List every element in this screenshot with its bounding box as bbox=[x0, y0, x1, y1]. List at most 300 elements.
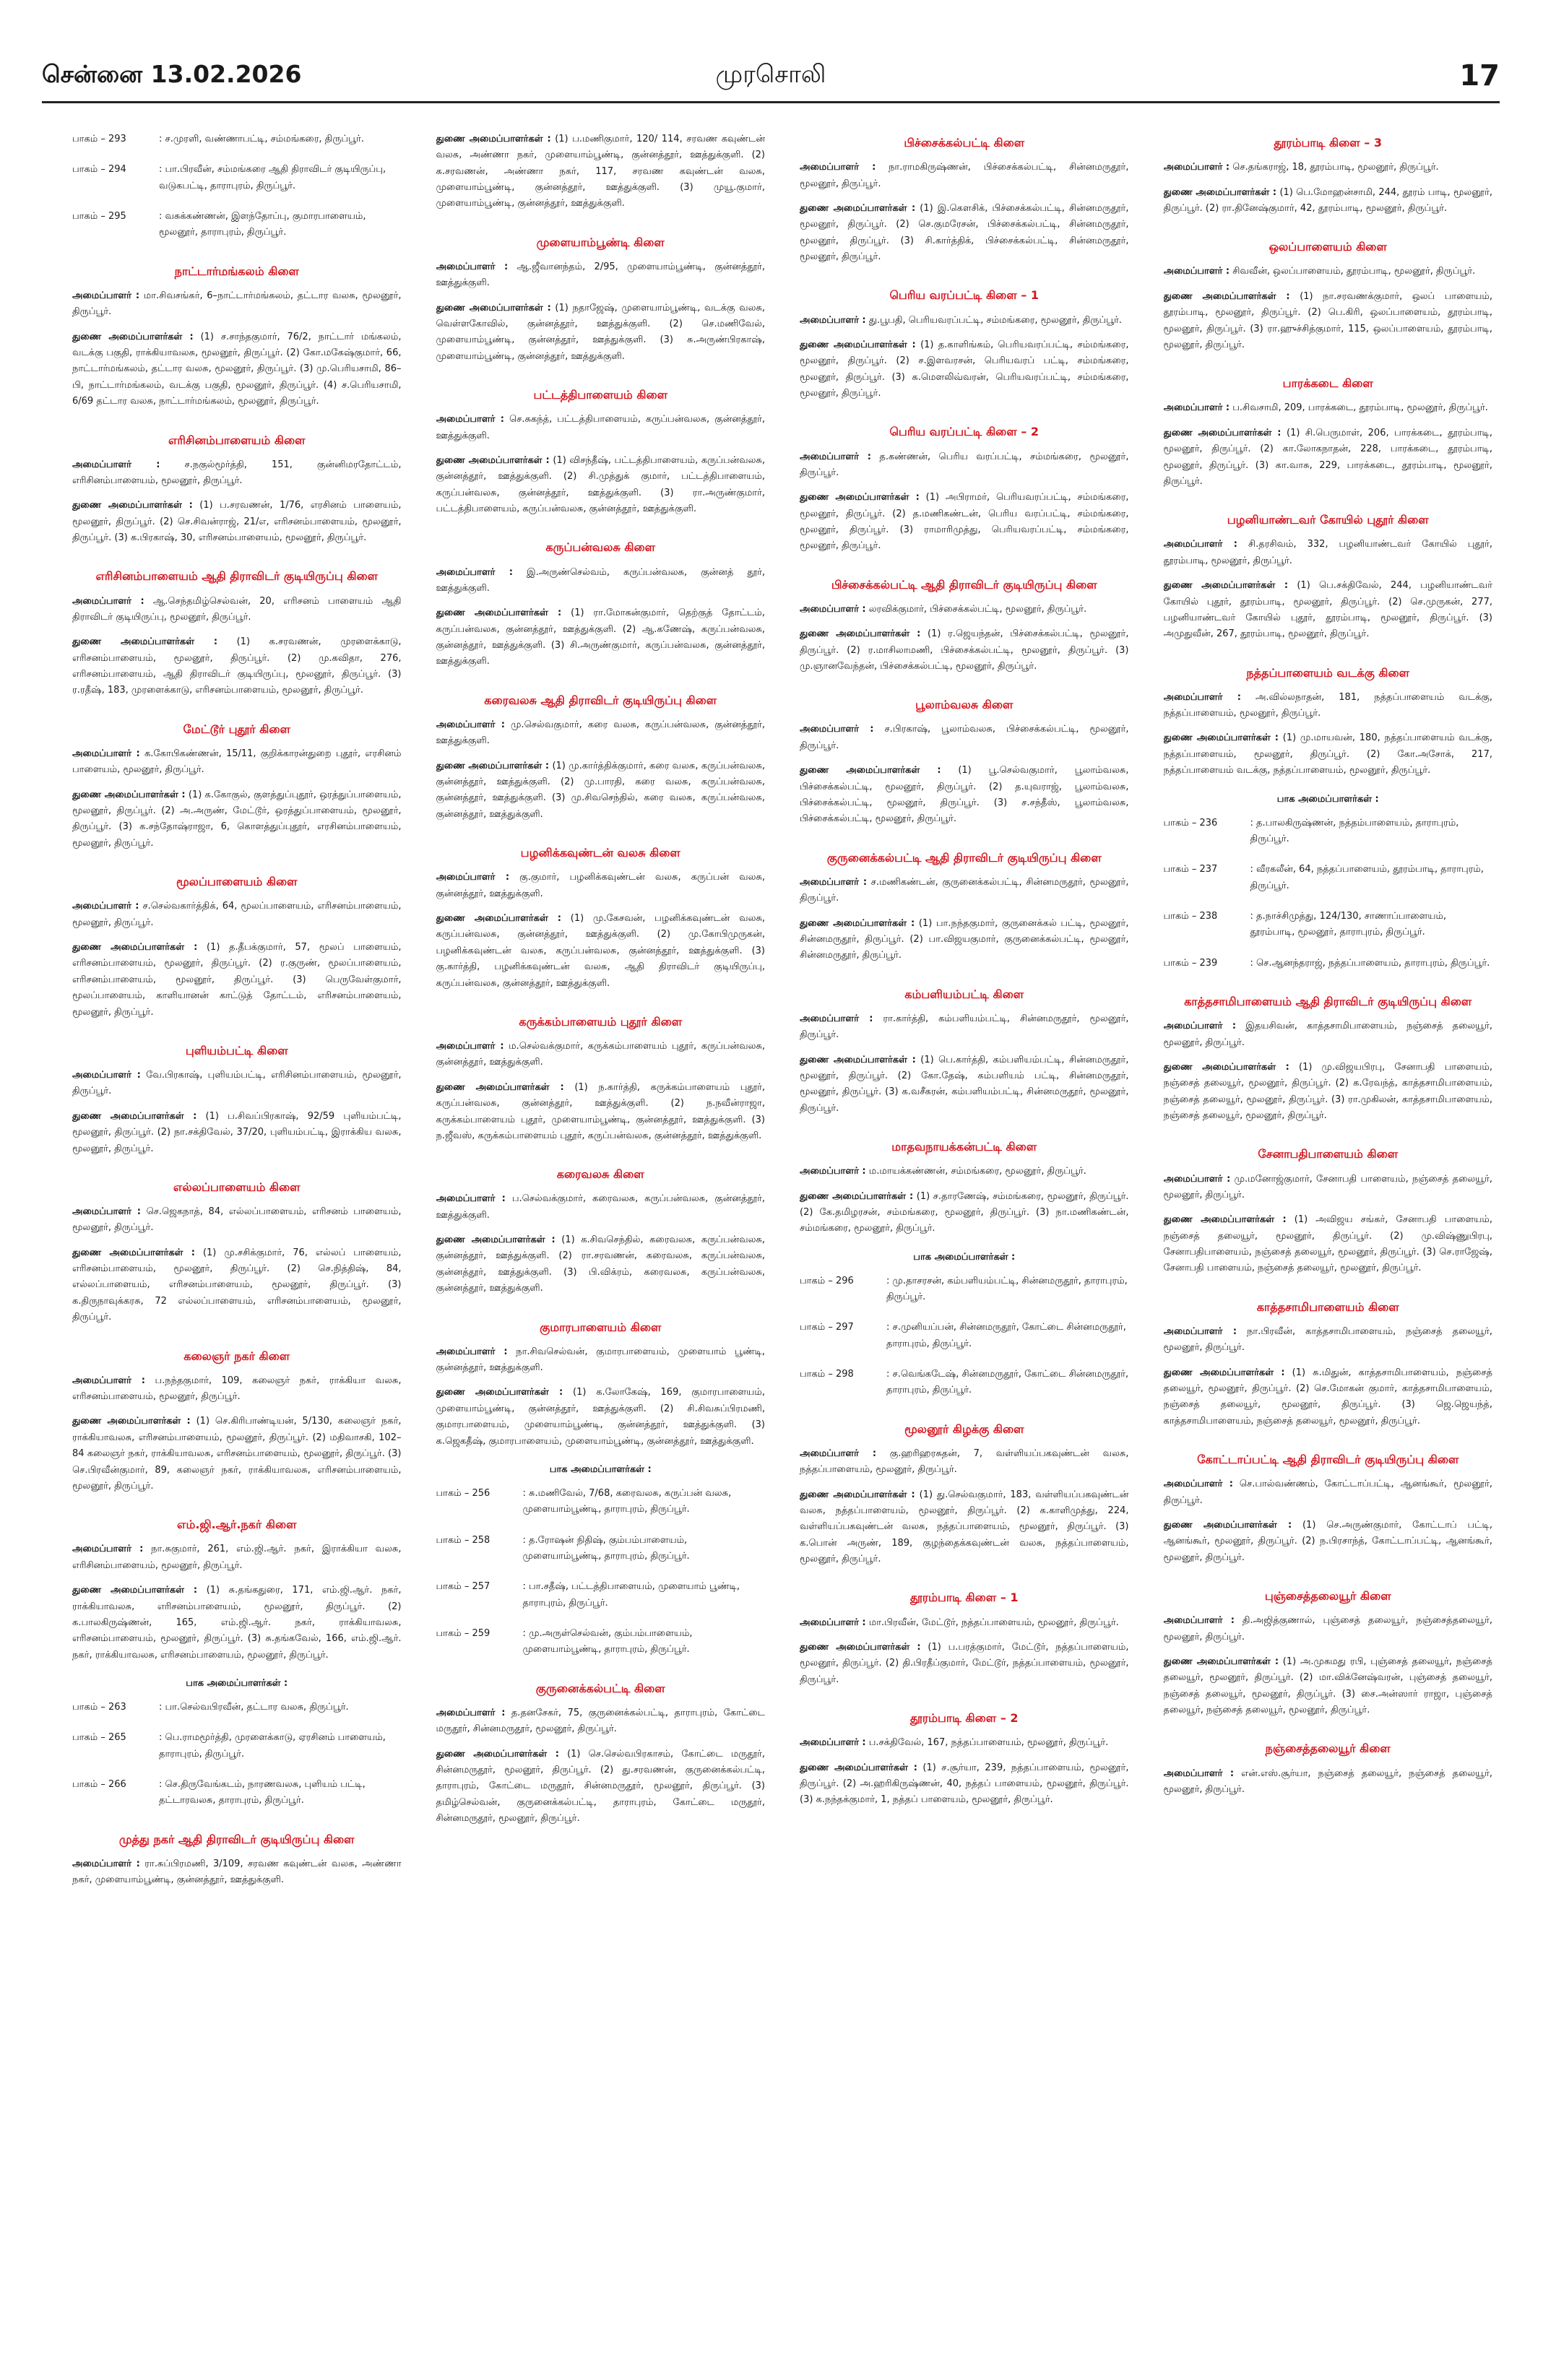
organizer-name: ஆ.செந்தமிழ்செல்வன், 20, எரிசனம் பாளையம் ஆதி திராவிடர் குடியிருப்பு, மூலனூர், திருப்பூர். bbox=[72, 595, 402, 623]
organizer-name: ப.சிவசாமி, 209, பாரக்கடை, தூரம்பாடி, மூலனூர், திருப்பூர். bbox=[1232, 402, 1488, 414]
organizer-name: இ.அருண்செல்வம், கருப்பன்வலசு, குன்னத் தூர், ஊத்துக்குளி. bbox=[436, 566, 765, 594]
deputy-names: (1) அபிராமர், பெரியவரப்பட்டி, சம்மங்கரை, மூலனூர், திருப்பூர். (2) த.மணிகண்டன், பெரிய வரப்பட்டி, சம்மங்கரை, மூலனூர், திருப்பூர். (3) ராமாரிமுத்து, பெரியவரப்பட்டி, சம்மங்கரை, மூலனூர், திருப்பூர். bbox=[800, 492, 1129, 552]
organizer-entry bbox=[436, 1191, 766, 1224]
organizer-entry bbox=[72, 1856, 402, 1889]
booth-entry bbox=[1164, 909, 1493, 941]
deputy-label: துணை அமைப்பாளர்கள் : bbox=[72, 1416, 191, 1427]
booth-entry bbox=[72, 131, 402, 147]
deputy-label: துணை அமைப்பாளர்கள் : bbox=[800, 1190, 914, 1202]
column-4 bbox=[1164, 131, 1493, 2356]
deputy-names: (1) க.சிவசெந்தில், கரைவலசு, கருப்பன்வலசு, குன்னத்தூர், ஊத்துக்குளி. (2) ரா.சரவணன், கரைவலசு, கருப்பன்வலசு, குன்னத்தூர், ஊத்துக்குளி. (3) பி.விக்ரம், கரைவலசு, கருப்பன்வலசு, குன்னத்தூர், ஊத்துக்குளி. bbox=[436, 1234, 765, 1294]
organizer-label: அமைப்பாளர் : bbox=[800, 724, 874, 735]
organizer-entry bbox=[436, 717, 766, 750]
booth-number: பாகம் – 298 bbox=[800, 1369, 854, 1380]
organizer-label: அமைப்பாளர் : bbox=[1163, 1173, 1231, 1185]
organizer-entry bbox=[1164, 537, 1493, 569]
deputy-label: துணை அமைப்பாளர்கள் : bbox=[800, 1489, 915, 1500]
branch-title: கருப்பன்வலசு கிளை bbox=[545, 540, 656, 555]
booth-organizer: : பெ.ராமமூர்த்தி, முரளைக்காடு, ஏரசினம் பாளையம், தாராபுரம், திருப்பூர். bbox=[159, 1732, 386, 1760]
deputy-names: (1) இ.கௌசிக், பிச்சைக்கல்பட்டி, சின்னமருதூர், மூலனூர், திருப்பூர். (2) செ.குமரேசன், பிச்சைக்கல்பட்டி, சின்னமருதூர், மூலனூர், திருப்பூர். (3) சி.கார்த்திக், பிச்சைக்கல்பட்டி, சின்னமருதூர், மூலனூர், திருப்பூர். bbox=[800, 202, 1129, 262]
organizer-entry bbox=[436, 412, 766, 444]
organizer-name: மு.செல்வகுமார், கரை வலசு, கருப்பன்வலசு, குன்னத்தூர், ஊத்துக்குளி. bbox=[436, 719, 765, 747]
organizer-name: து.பூபதி, பெரியவரப்பட்டி, சம்மங்கரை, மூலனூர், திருப்பூர். bbox=[868, 314, 1123, 326]
organizer-label: அமைப்பாளர் : bbox=[1163, 1615, 1235, 1627]
organizer-label: அமைப்பாளர் : bbox=[800, 1448, 877, 1459]
deputy-names: (1) மு.கேசவன், பழனிக்கவுண்டன் வலசு, கருப்பன்வலசு, குன்னத்தூர், ஊத்துக்குளி. (2) மு.கோபிமுருகன், பழனிக்கவுண்டன் வலசு, கருப்பன்வலசு, குன்னத்தூர், ஊத்துக்குளி. (3) கு.கார்த்தி, பழனிக்கவுண்டன் வலசு, ஆதி திராவிடர் குடியிருப்பு, கருப்பன்வலசு, குன்னத்தூர், ஊத்துக்குளி. bbox=[436, 913, 765, 989]
branch-title: கலைஞர் நகர் கிளை bbox=[183, 1349, 290, 1363]
organizer-label: அமைப்பாளர் : bbox=[72, 595, 144, 607]
deputy-entry bbox=[800, 337, 1129, 402]
booth-organizer: : பா.செல்வபிரவீன், தட்டார வலசு, திருப்பூர். bbox=[159, 1701, 349, 1713]
column-2 bbox=[436, 131, 766, 2356]
deputy-label: துணை அமைப்பாளர்கள் : bbox=[436, 1387, 563, 1398]
booth-organizer: : வசுக்கண்ணன், இளந்தோப்பு, குமாரபாளையம், மூலனூர், தாராபுரம், திருப்பூர். bbox=[159, 211, 366, 238]
booth-heading: பாக அமைப்பாளர்கள் : bbox=[186, 1677, 288, 1689]
organizer-label: அமைப்பாளர் : bbox=[800, 876, 868, 888]
deputy-names: (1) க.கோகுல், குளத்துப்புதூர், ஒரத்துப்பாளையம், மூலனூர், திருப்பூர். (2) அ.அருண், மேட்டூர், ஒரத்துப்பாளையம், மூலனூர், திருப்பூர். (3) க.சந்தோஷ்ராஜா, 6, கொளத்துப்புதூர், எரசினம்பாளையம், மூலனூர், திருப்பூர். bbox=[72, 789, 402, 849]
organizer-label: அமைப்பாளர் : bbox=[436, 872, 510, 883]
booth-organizer: : மு.தாசரசன், கம்பளியம்பட்டி, சின்னமருதூர், தாராபுரம், திருப்பூர். bbox=[886, 1275, 1128, 1302]
branch-title: குருனைக்கல்பட்டி ஆதி திராவிடர் குடியிருப்பு கிளை bbox=[826, 850, 1102, 865]
organizer-name: ச.மணிகண்டன், குருனைக்கல்பட்டி, சின்னமருதூர், மூலனூர், திருப்பூர். bbox=[800, 876, 1129, 904]
organizer-label: அமைப்பாளர் : bbox=[436, 261, 509, 272]
booth-number: பாகம் – 256 bbox=[436, 1487, 490, 1499]
deputy-entry bbox=[436, 911, 766, 992]
organizer-name: செ.சுகந்த், பட்டத்திபாளையம், கருப்பன்வலசு, குன்னத்தூர், ஊத்துக்குளி. bbox=[436, 414, 765, 441]
organizer-label: அமைப்பாளர் : bbox=[800, 451, 871, 462]
deputy-label: துணை அமைப்பாளர்கள் : bbox=[436, 302, 551, 313]
organizer-name: அ.வில்லநாதன், 181, நத்தப்பாளையம் வடக்கு, நத்தப்பாளையம், மூலனூர், திருப்பூர். bbox=[1163, 691, 1492, 719]
deputy-names: (1) அ.முகமது ரபி, புஞ்சைத் தலையூர், நஞ்சைத் தலையூர், மூலனூர், திருப்பூர். (2) மா.விக்னேஷ்வரன், புஞ்சைத் தலையூர், நஞ்சைத் தலையூர், மூலனூர், திருப்பூர். (3) சை.அன்ஸார் ராஜா, புஞ்சைத் தலையூர், நஞ்சைத் தலையூர், மூலனூர், திருப்பூர். bbox=[1163, 1656, 1492, 1716]
booth-number: பாகம் – 258 bbox=[436, 1534, 490, 1546]
deputy-entry bbox=[800, 1640, 1129, 1688]
booth-organizer: : த.ரோஷன் நிதிஷ், கும்பம்பாளையம், முளையாம்பூண்டி, தாராபுரம், திருப்பூர். bbox=[522, 1534, 690, 1562]
organizer-name: கு.ஹரிஹரசுதன், 7, வள்ளியப்பகவுண்டன் வலசு, நத்தப்பாளையம், மூலனூர், திருப்பூர். bbox=[800, 1448, 1129, 1476]
deputy-entry bbox=[1164, 730, 1493, 779]
organizer-name: ஆ.ஜீவானந்தம், 2/95, முளையாம்பூண்டி, குன்னத்தூர், ஊத்துக்குளி. bbox=[436, 261, 765, 289]
booth-entry bbox=[436, 1626, 766, 1658]
deputy-names: (1) பெ.மோஹன்சாமி, 244, தூரம் பாடி, மூலனூர், திருப்பூர். (2) ரா.தினேஷ்குமார், 42, தூரம்பாடி, மூலனூர், திருப்பூர். bbox=[1163, 186, 1492, 214]
deputy-label: துணை அமைப்பாளர்கள் : bbox=[436, 760, 550, 771]
deputy-label: துணை அமைப்பாளர்கள் : bbox=[1163, 427, 1281, 438]
branch-title: எரிசினம்பாளையம் கிளை bbox=[168, 433, 306, 447]
organizer-entry bbox=[72, 1204, 402, 1237]
organizer-name: ச.செல்வகார்த்திக், 64, மூலப்பாளையம், எரிசனம்பாளையம், மூலனூர், திருப்பூர். bbox=[72, 901, 402, 928]
organizer-name: நா.சுகுமார், 261, எம்.ஜி.ஆர். நகர், இராக்கியா வலசு, எரிசினம்பாளையம், மூலனூர், திருப்பூர். bbox=[72, 1544, 402, 1571]
deputy-entry bbox=[800, 490, 1129, 554]
deputy-names: (1) சு.தங்கதுரை, 171, எம்.ஜி.ஆர். நகர், ராக்கியாவலசு, எரிசனம்பாளையம், மூலனூர், திருப்பூர். (2) க.பாலகிருஷ்ணன், 165, எம்.ஜி.ஆர். நகர், ராக்கியாவலசு, எரிசனம்பாளையம், மூலனூர், திருப்பூர். (3) சு.தங்கவேல், 166, எம்.ஜி.ஆர். நகர், ராக்கியாவலசு, எரிசனம்பாளையம், மூலனூர், திருப்பூர். bbox=[72, 1585, 402, 1661]
organizer-name: என்.எஸ்.சூர்யா, நஞ்சைத் தலையூர், நஞ்சைத் தலையூர், மூலனூர், திருப்பூர். bbox=[1163, 1767, 1492, 1795]
deputy-names: (1) த.தீபக்குமார், 57, மூலப் பாளையம், எரிசனம்பாளையம், மூலனூர், திருப்பூர். (2) ர.குருண், மூலப்பாளையம், எரிசனம்பாளையம், மூலனூர், திருப்பூர். (3) பெருவேள்குமார், மூலப்பாளையம், காளியானன் காட்டுத் தோட்டம், எரிசனம்பாளையம், மூலனூர், திருப்பூர். bbox=[72, 942, 402, 1018]
booth-number: பாகம் – 266 bbox=[72, 1779, 126, 1791]
deputy-entry bbox=[436, 300, 766, 365]
deputy-names: (1) நா.சரவணக்குமார், ஒலப் பாளையம், தூரம்பாடி, மூலனூர், திருப்பூர். (2) பெ.கிரி, ஒலப்பாளையம், தூரம்பாடி, மூலனூர், திருப்பூர். (3) ரா.ஹுச்சித்குமார், 115, ஒலப்பாளையம், தூரம்பாடி, மூலனூர், திருப்பூர். bbox=[1163, 290, 1492, 350]
deputy-label: துணை அமைப்பாளர்கள் : bbox=[436, 134, 551, 144]
organizer-label: அமைப்பாளர் : bbox=[800, 1617, 866, 1628]
organizer-name: ரா.சுப்பிரமணி, 3/109, சரவண கவுண்டன் வலசு, அண்ணா நகர், முளையாம்பூண்டி, குன்னத்தூர், ஊத்துக்குளி. bbox=[72, 1858, 402, 1886]
booth-entry bbox=[72, 162, 402, 194]
organizer-label: அமைப்பாளர் : bbox=[800, 1166, 866, 1177]
deputy-names: (1) மு.மாயவன், 180, நத்தப்பாளையம் வடக்கு, நத்தப்பாளையம், மூலனூர், திருப்பூர். (2) கோ.அசோக், 217, நத்தப்பாளையம் வடக்கு, நத்தப்பாளையம், மூலனூர், திருப்பூர். bbox=[1163, 732, 1492, 776]
branch-title: கரைவலசு கிளை bbox=[556, 1167, 644, 1182]
booth-entry bbox=[72, 209, 402, 241]
booth-number: பாகம் – 263 bbox=[72, 1701, 126, 1713]
organizer-entry bbox=[800, 1446, 1129, 1479]
deputy-entry bbox=[800, 626, 1129, 675]
deputy-entry bbox=[72, 329, 402, 410]
organizer-label: அமைப்பாளர் : bbox=[800, 162, 876, 173]
deputy-entry bbox=[1164, 1060, 1493, 1124]
branch-title: பாரக்கடை கிளை bbox=[1282, 376, 1373, 391]
booth-number: பாகம் – 239 bbox=[1163, 957, 1218, 969]
booth-organizer: : த.பாலகிருஷ்ணன், நத்தம்பாளையம், தாராபுரம், திருப்பூர். bbox=[1250, 817, 1459, 844]
organizer-label: அமைப்பாளர் : bbox=[800, 603, 866, 615]
column-1 bbox=[72, 131, 402, 2356]
deputy-entry bbox=[800, 201, 1129, 265]
branch-title: ஒலப்பாளையம் கிளை bbox=[1268, 240, 1387, 254]
booth-entry bbox=[800, 1367, 1129, 1399]
deputy-names: (1) ப.சரவணன், 1/76, எரசினம் பாளையம், மூலனூர், திருப்பூர். (2) செ.சிவன்ராஜ், 21/எ, எரிசனம்பாளையம், மூலனூர், திருப்பூர். (3) க.பிரகாஷ், 30, எரிசனம்பாளையம், மூலனூர், திருப்பூர். bbox=[72, 500, 402, 544]
branch-title: புளியம்பட்டி கிளை bbox=[185, 1043, 288, 1057]
deputy-label: துணை அமைப்பாளர்கள் : bbox=[1163, 1656, 1279, 1667]
organizer-name: க.கோபிகண்ணன், 15/11, குறிக்காரன்துறை புதூர், எரசினம் பாளையம், மூலனூர், திருப்பூர். bbox=[72, 748, 402, 776]
booth-entry bbox=[1164, 815, 1493, 848]
branch-title: கம்பளியம்பட்டி கிளை bbox=[904, 987, 1024, 1001]
organizer-entry bbox=[1164, 690, 1493, 722]
organizer-entry bbox=[1164, 1172, 1493, 1204]
organizer-label: அமைப்பாளர் : bbox=[72, 1858, 140, 1869]
organizer-name: லரவிக்குமார், பிச்சைக்கல்பட்டி, மூலனூர், திருப்பூர். bbox=[868, 603, 1087, 615]
deputy-label: துணை அமைப்பாளர்கள் : bbox=[436, 913, 562, 925]
deputy-names: (1) விசந்தீஷ், பட்டத்திபாளையம், கருப்பன்வலசு, குன்னத்தூர், ஊத்துக்குளி. (2) சி.முத்துக் குமார், பட்டத்திபாளையம், கருப்பன்வலசு, குன்னத்தூர், ஊத்துக்குளி. (3) ரா.அருண்குமார், பட்டத்திபாளையம், கருப்பன்வலசு, குன்னத்தூர், ஊத்துக்குளி. bbox=[436, 455, 765, 515]
booth-number: பாகம் – 293 bbox=[72, 134, 126, 144]
organizer-entry bbox=[1164, 1476, 1493, 1509]
branch-title: நஞ்சைத்தலையூர் கிளை bbox=[1265, 1741, 1391, 1756]
deputy-names: (1) ப.சிவப்பிரகாஷ், 92/59 புளியம்பட்டி, மூலனூர், திருப்பூர். (2) நா.சக்திவேல், 37/20, புளியம்பட்டி, இராக்கிய வலசு, மூலனூர், திருப்பூர். bbox=[72, 1110, 402, 1154]
deputy-entry bbox=[72, 1583, 402, 1663]
organizer-label: அமைப்பாளர் : bbox=[800, 314, 866, 326]
booth-organizer: : பா.சதீஷ், பட்டத்திபாளையம், முளையாம் பூண்டி, தாராபுரம், திருப்பூர். bbox=[522, 1581, 740, 1609]
organizer-name: ரா.கார்த்தி, கம்பளியம்பட்டி, சின்னமருதூர், மூலனூர், திருப்பூர். bbox=[800, 1013, 1129, 1041]
organizer-label: அமைப்பாளர் : bbox=[1163, 1325, 1237, 1337]
deputy-names: (1) பெ.சக்திவேல், 244, பழனியாண்டவர் கோயில் புதூர், தூரம்பாடி, மூலனூர், திருப்பூர். (2) செ.முருகன், 277, பழனியாண்டவர் கோயில் புதூர், தூரம்பாடி, மூலனூர், திருப்பூர். (3) அமுதுவீன், 267, தூரம்பாடி, மூலனூர், திருப்பூர். bbox=[1163, 580, 1492, 640]
organizer-label: அமைப்பாளர் : bbox=[1163, 266, 1230, 277]
deputy-names: (1) செ.அருண்குமார், கோட்டாப் பட்டி, ஆனங்கூர், மூலனூர், திருப்பூர். (2) ந.பிரசாந்த், கோட்டாப்பட்டி, ஆனங்கூர், மூலனூர், திருப்பூர். bbox=[1163, 1520, 1492, 1563]
branch-title: முளையாம்பூண்டி கிளை bbox=[536, 235, 665, 249]
organizer-name: செ.பால்வண்ணம், கோட்டாப்பட்டி, ஆனங்கூர், மூலனூர், திருப்பூர். bbox=[1163, 1479, 1492, 1506]
deputy-entry bbox=[800, 1760, 1129, 1809]
branch-title: முத்து நகர் ஆதி திராவிடர் குடியிருப்பு கிளை bbox=[118, 1832, 355, 1846]
deputy-names: (1) சு.மிதுன், காத்தசாமிபாளையம், நஞ்சைத் தலையூர், மூலனூர், திருப்பூர். (2) செ.மோகன் குமார், காத்தசாமிபாளையம், நஞ்சைத் தலையூர், மூலனூர், திருப்பூர். (3) ஜெ.ஜெயந்த், காத்தசாமிபாளையம், நஞ்சைத் தலையூர், மூலனூர், திருப்பூர். bbox=[1163, 1367, 1492, 1427]
deputy-names: (1) ர.ஜெயந்தன், பிச்சைக்கல்பட்டி, மூலனூர், திருப்பூர். (2) ர.மாசிலாமணி, பிச்சைக்கல்பட்டி, மூலனூர், திருப்பூர். (3) மு.ஞானவேந்தன், பிச்சைக்கல்பட்டி, மூலனூர், திருப்பூர். bbox=[800, 628, 1129, 672]
deputy-entry bbox=[72, 1245, 402, 1326]
organizer-name: ம.செல்வக்குமார், கருக்கம்பாளையம் புதூர், கருப்பன்வலசு, குன்னத்தூர், ஊத்துக்குளி. bbox=[436, 1041, 765, 1068]
organizer-label: அமைப்பாளர் : bbox=[436, 1707, 506, 1718]
deputy-entry bbox=[72, 1414, 402, 1494]
organizer-name: மா.சிவசங்கர், 6–நாட்டார்மங்கலம், தட்டார வலசு, மூலனூர், திருப்பூர். bbox=[72, 290, 402, 318]
organizer-entry bbox=[436, 565, 766, 597]
deputy-label: துணை அமைப்பாளர்கள் : bbox=[1163, 580, 1289, 592]
newspaper-name: முரசொலி bbox=[715, 60, 826, 89]
organizer-entry bbox=[800, 1011, 1129, 1044]
organizer-label: அமைப்பாளர் : bbox=[72, 748, 140, 760]
organizer-entry bbox=[72, 1541, 402, 1574]
booth-organizer: : ச.முரளி, வண்ணாபட்டி, சம்மங்கரை, திருப்பூர். bbox=[159, 134, 364, 144]
column-3 bbox=[800, 131, 1129, 2356]
branch-title: நாட்டார்மங்கலம் கிளை bbox=[174, 264, 299, 278]
organizer-entry bbox=[72, 457, 402, 490]
booth-heading: பாக அமைப்பாளர்கள் : bbox=[913, 1251, 1016, 1263]
branch-title: தூரம்பாடி கிளை – 3 bbox=[1274, 136, 1383, 150]
deputy-names: (1) ச.சாந்தகுமார், 76/2, நாட்டார் மங்கலம், வடக்கு பகுதி, ராக்கியாவலசு, மூலனூர், திருப்பூர். (2) கோ.மகேஷ்குமார், 66, நாட்டார்மங்கலம், தட்டார வலசு, மூலனூர், திருப்பூர். (3) மு.பெரியசாமி, 86–பி, நாட்டார்மங்கலம், வடக்கு பகுதி, மூலனூர், திருப்பூர். (4) ச.பெரியசாமி, 6/69 தட்டார வலசு, நாட்டார்மங்கலம், மூலனூர், திருப்பூர். bbox=[72, 331, 402, 407]
branch-title: கருக்கம்பாளையம் புதூர் கிளை bbox=[519, 1014, 683, 1029]
organizer-entry bbox=[800, 160, 1129, 192]
deputy-entry bbox=[800, 916, 1129, 964]
organizer-name: த.தனசேகர், 75, குருனைக்கல்பட்டி, தாராபுரம், கோட்டை மருதூர், சின்னமருதூர், மூலனூர், திருப்பூர். bbox=[436, 1707, 765, 1735]
organizer-label: அமைப்பாளர் : bbox=[1163, 1767, 1235, 1779]
booth-entry bbox=[800, 1320, 1129, 1352]
branch-title: பிச்சைக்கல்பட்டி ஆதி திராவிடர் குடியிருப்பு கிளை bbox=[831, 577, 1097, 592]
deputy-label: துணை அமைப்பாளர்கள் : bbox=[1163, 1061, 1289, 1073]
deputy-entry bbox=[436, 1747, 766, 1827]
header-rule bbox=[42, 101, 1500, 103]
deputy-label: துணை அமைப்பாளர்கள் : bbox=[72, 1110, 197, 1122]
booth-organizer: : ச.முனியப்பன், சின்னமருதூர், கோட்டை சின்னமருதூர், தாராபுரம், திருப்பூர். bbox=[886, 1322, 1126, 1349]
organizer-label: அமைப்பாளர் : bbox=[72, 1070, 141, 1081]
organizer-entry bbox=[800, 449, 1129, 482]
deputy-entry bbox=[436, 758, 766, 823]
deputy-names: (1) ச.தாரணேஷ், சம்மங்கரை, மூலனூர், திருப்பூர். (2) கே.தமிழரசன், சம்மங்கரை, மூலனூர், திருப்பூர். (3) நா.மணிகண்டன், சம்மங்கரை, மூலனூர், திருப்பூர். bbox=[800, 1190, 1129, 1234]
booth-entry bbox=[436, 1486, 766, 1518]
masthead bbox=[42, 55, 1500, 97]
organizer-entry bbox=[1164, 1766, 1493, 1799]
organizer-entry bbox=[800, 1615, 1129, 1631]
booth-organizer: : த.நாச்சிமுத்து, 124/130, சாணாப்பாளையம், தூரம்பாடி, மூலனூர், தாராபுரம், திருப்பூர். bbox=[1250, 911, 1447, 938]
organizer-label: அமைப்பாளர் : bbox=[72, 1206, 142, 1218]
organizer-label: அமைப்பாளர் : bbox=[800, 1737, 866, 1749]
organizer-name: த.கண்ணன், பெரிய வரப்பட்டி, சம்மங்கரை, மூலனூர், திருப்பூர். bbox=[800, 451, 1129, 478]
booth-entry bbox=[72, 1700, 402, 1715]
deputy-entry bbox=[436, 131, 766, 212]
branch-title: பெரிய வரப்பட்டி கிளை – 1 bbox=[889, 288, 1040, 303]
deputy-entry bbox=[436, 1232, 766, 1297]
organizer-label: அமைப்பாளர் : bbox=[1163, 402, 1230, 414]
deputy-label: துணை அமைப்பாளர்கள் : bbox=[1163, 290, 1290, 302]
organizer-label: அமைப்பாளர் : bbox=[72, 1544, 144, 1555]
deputy-label: துணை அமைப்பாளர்கள் : bbox=[1163, 1367, 1285, 1378]
booth-organizer: : சு.மணிவேல், 7/68, கரைவலசு, கருப்பன் வலசு, முளையாம்பூண்டி, தாராபுரம், திருப்பூர். bbox=[522, 1487, 732, 1515]
organizer-name: தி.அஜித்குணால், புஞ்சைத் தலையூர், நஞ்சைத்தலையூர், மூலனூர், திருப்பூர். bbox=[1163, 1615, 1492, 1643]
booth-entry bbox=[72, 1777, 402, 1809]
deputy-label: துணை அமைப்பாளர்கள் : bbox=[1163, 1214, 1287, 1226]
organizer-label: அமைப்பாளர் : bbox=[436, 1346, 508, 1357]
deputy-entry bbox=[1164, 289, 1493, 353]
branch-title: தூரம்பாடி கிளை – 2 bbox=[909, 1711, 1019, 1726]
organizer-name: நா.ராமகிருஷ்ணன், பிச்சைக்கல்பட்டி, சின்னமருதூர், மூலனூர், திருப்பூர். bbox=[800, 162, 1129, 189]
organizer-entry bbox=[436, 259, 766, 292]
organizer-entry bbox=[72, 594, 402, 626]
organizer-entry bbox=[1164, 264, 1493, 280]
organizer-entry bbox=[1164, 400, 1493, 416]
deputy-label: துணை அமைப்பாளர்கள் : bbox=[800, 628, 921, 640]
deputy-names: (1) பா.நந்தகுமார், குருனைக்கல் பட்டி, மூலனூர், சின்னமருதூர், திருப்பூர். (2) பா.விஜயகுமார், குருனைக்கல்பட்டி, மூலனூர், சின்னமருதூர், திருப்பூர். bbox=[800, 917, 1129, 961]
branch-title: கரைவலசு ஆதி திராவிடர் குடியிருப்பு கிளை bbox=[484, 693, 717, 707]
branch-title: கோட்டாப்பட்டி ஆதி திராவிடர் குடியிருப்பு கிளை bbox=[1197, 1453, 1459, 1467]
deputy-entry bbox=[800, 763, 1129, 827]
deputy-names: (1) பூ.செல்வகுமார், பூலாம்வலசு, பிச்சைக்கல்பட்டி, மூலனூர், திருப்பூர். (2) த.யுவராஜ், பூலாம்வலசு, பிச்சைக்கல்பட்டி, மூலனூர், திருப்பூர். (3) ச.சந்தீஸ், பூலாம்வலசு, பிச்சைக்கல்பட்டி, மூலனூர், திருப்பூர். bbox=[800, 765, 1129, 825]
booth-organizer: : வீரகலீன், 64, நத்தப்பாளையம், தூரம்பாடி, தாராபுரம், திருப்பூர். bbox=[1250, 864, 1484, 891]
organizer-label: அமைப்பாளர் : bbox=[436, 566, 513, 578]
organizer-entry bbox=[436, 1705, 766, 1738]
booth-number: பாகம் – 295 bbox=[72, 211, 126, 222]
deputy-names: (1) செ.செல்வபிரகாசம், கோட்டை மருதூர், சின்னமருதூர், மூலனூர், திருப்பூர். (2) து.சரவணன், குருனைக்கல்பட்டி, தாராபுரம், கோட்டை மருதூர், சின்னமருதூர், மூலனூர், திருப்பூர். (3) தமிழ்செல்வன், குருனைக்கல்பட்டி, தாராபுரம், கோட்டை மருதூர், சின்னமருதூர், மூலனூர், திருப்பூர். bbox=[436, 1748, 765, 1825]
deputy-entry bbox=[1164, 578, 1493, 642]
organizer-entry bbox=[72, 746, 402, 779]
deputy-entry bbox=[1164, 1212, 1493, 1276]
organizer-entry bbox=[800, 1735, 1129, 1751]
branch-title: மூலப்பாளையம் கிளை bbox=[176, 875, 298, 889]
deputy-label: துணை அமைப்பாளர்கள் : bbox=[800, 1054, 916, 1065]
branch-title: காத்தசாமிபாளையம் ஆதி திராவிடர் குடியிருப்பு கிளை bbox=[1184, 995, 1472, 1009]
organizer-entry bbox=[436, 870, 766, 902]
deputy-label: துணை அமைப்பாளர்கள் : bbox=[72, 1247, 195, 1258]
organizer-entry bbox=[72, 1068, 402, 1100]
deputy-names: (1) செ.கிரிபாண்டியன், 5/130, கலைஞர் நகர், ராக்கியாவலசு, எரிசனம்பாளையம், மூலனூர், திருப்பூர். (2) மதிவாசகி, 102–84 கலைஞர் நகர், ராக்கியாவலசு, எரிசனம்பாளையம், மூலனூர், திருப்பூர். (3) செ.பிரவீன்குமார், 89, கலைஞர் நகர், ராக்கியாவலசு, எரிசனம்பாளையம், மூலனூர், திருப்பூர். bbox=[72, 1416, 402, 1492]
organizer-label: அமைப்பாளர் : bbox=[1163, 1479, 1233, 1490]
deputy-entry bbox=[800, 1487, 1129, 1568]
organizer-entry bbox=[1164, 160, 1493, 176]
branch-title: பட்டத்திபாளையம் கிளை bbox=[533, 388, 668, 402]
deputy-entry bbox=[436, 1080, 766, 1144]
deputy-entry bbox=[72, 787, 402, 852]
organizer-name: ச.நகுல்மூர்த்தி, 151, குன்னிமரதோட்டம், எரிசினம்பாளையம், மூலனூர், திருப்பூர். bbox=[72, 459, 402, 487]
deputy-names: (1) ந.கார்த்தி, கருக்கம்பாளையம் புதூர், கருப்பன்வலசு, குன்னத்தூர், ஊத்துக்குளி. (2) ந.நவீன்ராஜா, கருக்கம்பாளையம் புதூர், முளையாம்பூண்டி, குன்னத்தூர், ஊத்துக்குளி. (3) ந.ஜீவஸ், கருக்கம்பாளையம் புதூர், கருப்பன்வலசு, குன்னத்தூர், ஊத்துக்குளி. bbox=[436, 1081, 765, 1141]
deputy-names: (1) ப.மணிகுமார், 120/ 114, சரவண கவுண்டன் வலசு, அண்ணா நகர், முளையாம்பூண்டி, குன்னத்தூர், ஊத்துக்குளி. (2) க.சரவணன், அண்ணா நகர், 117, சரவண கவுண்டன் வலசு, முளையாம்பூண்டி, குன்னத்தூர், ஊத்துக்குளி. (3) முயூ.குமார், முளையாம்பூண்டி, குன்னத்தூர், ஊத்துக்குளி. bbox=[436, 134, 765, 209]
organizer-label: அமைப்பாளர் : bbox=[72, 1375, 145, 1386]
deputy-label: துணை அமைப்பாளர்கள் : bbox=[800, 202, 916, 214]
deputy-label: துணை அமைப்பாளர்கள் : bbox=[436, 455, 550, 467]
organizer-entry bbox=[72, 899, 402, 931]
deputy-names: (1) க.சரவணன், முரளைக்காடு, எரிசனம்பாளையம், மூலனூர், திருப்பூர். (2) மு.கவிதா, 276, எரிசனம்பாளையம், ஆதி திராவிடர் குடியிருப்பு, மூலனூர், திருப்பூர். (3) ர.ரதீஷ், 183, முரளைக்காடு, எரிசனம்பாளையம், மூலனூர், திருப்பூர். bbox=[72, 636, 402, 696]
organizer-name: சி.தரசிவம், 332, பழனியாண்டவர் கோயில் புதூர், தூரம்பாடி, மூலனூர், திருப்பூர். bbox=[1163, 539, 1492, 566]
branch-title: நத்தப்பாளையம் வடக்கு கிளை bbox=[1246, 665, 1410, 680]
branch-title: மேட்டூர் புதூர் கிளை bbox=[183, 722, 290, 736]
deputy-names: (1) பெ.கார்த்தி, கம்பளியம்பட்டி, சின்னமருதூர், மூலனூர், திருப்பூர். (2) கோ.தேஷ், கம்பளியம் பட்டி, சின்னமருதூர், மூலனூர், திருப்பூர். (3) க.வசீகரன், கம்பளியம்பட்டி, சின்னமருதூர், மூலனூர், திருப்பூர். bbox=[800, 1054, 1129, 1114]
branch-title: பூலாம்வலசு கிளை bbox=[915, 698, 1013, 712]
deputy-names: (1) மு.சசிக்குமார், 76, எல்லப் பாளையம், எரிசனம்பாளையம், மூலனூர், திருப்பூர். (2) செ.நித்திஷ், 84, எல்லப்பாளையம், எரிசனம்பாளையம், மூலனூர், திருப்பூர். (3) க.திருநாவுக்கரசு, 72 எல்லப்பாளையம், எரிசனம்பாளையம், மூலனூர், திருப்பூர். bbox=[72, 1247, 402, 1323]
booth-number: பாகம் – 259 bbox=[436, 1628, 490, 1640]
organizer-name: செ.ஜெகநாத், 84, எல்லப்பாளையம், எரிசனம் பாளையம், மூலனூர், திருப்பூர். bbox=[72, 1206, 402, 1234]
branch-title: எல்லப்பாளையம் கிளை bbox=[173, 1180, 301, 1194]
deputy-label: துணை அமைப்பாளர்கள் : bbox=[1163, 732, 1279, 744]
deputy-names: (1) ப.பரத்குமார், மேட்டூர், நத்தப்பாளையம், மூலனூர், திருப்பூர். (2) தி.பிரதீப்குமார், மேட்டூர், நத்தப்பாளையம், மூலனூர், திருப்பூர். bbox=[800, 1642, 1129, 1685]
booth-organizer: : மு.அருள்செல்வன், கும்பம்பாளையம், முளையாம்பூண்டி, தாராபுரம், திருப்பூர். bbox=[522, 1628, 693, 1656]
organizer-name: ப.சக்திவேல், 167, நத்தப்பாளையம், மூலனூர், திருப்பூர். bbox=[868, 1737, 1109, 1749]
branch-title: மூலனூர் கிழக்கு கிளை bbox=[904, 1421, 1024, 1436]
organizer-name: மா.பிரவீன், மேட்டூர், நத்தப்பாளையம், மூலனூர், திருப்பூர். bbox=[868, 1617, 1119, 1628]
branch-title: குருனைக்கல்பட்டி கிளை bbox=[535, 1681, 665, 1695]
deputy-label: துணை அமைப்பாளர்கள் : bbox=[1163, 1520, 1292, 1531]
organizer-name: ச.பிரகாஷ், பூலாம்வலசு, பிச்சைக்கல்பட்டி, மூலனூர், திருப்பூர். bbox=[800, 724, 1129, 751]
organizer-label: அமைப்பாளர் : bbox=[1163, 162, 1230, 173]
booth-entry bbox=[1164, 956, 1493, 972]
organizer-entry bbox=[800, 313, 1129, 329]
deputy-entry bbox=[800, 1052, 1129, 1117]
branch-title: குமாரபாளையம் கிளை bbox=[540, 1320, 662, 1334]
deputy-names: (1) நதாஜேஷ், முளையாம்பூண்டி, வடக்கு வலசு, வெள்ளகோவில், குன்னத்தூர், ஊத்துக்குளி. (2) செ.மணிவேல், முளையாம்பூண்டி, குன்னத்தூர், ஊத்துக்குளி. (3) சு.அருண்பிரகாஷ், முளையாம்பூண்டி, குன்னத்தூர், ஊத்துக்குளி. bbox=[436, 302, 765, 362]
organizer-entry bbox=[800, 875, 1129, 907]
organizer-entry bbox=[72, 1373, 402, 1406]
booth-entry bbox=[436, 1579, 766, 1611]
deputy-entry bbox=[800, 1189, 1129, 1237]
organizer-name: இதயசிவன், காத்தசாமிபாளையம், நஞ்சைத் தலையூர், மூலனூர், திருப்பூர். bbox=[1163, 1021, 1492, 1048]
organizer-name: வே.பிரகாஷ், புளியம்பட்டி, எரிசினம்பாளையம், மூலனூர், திருப்பூர். bbox=[72, 1070, 402, 1097]
deputy-label: துணை அமைப்பாளர்கள் : bbox=[800, 1642, 921, 1653]
organizer-name: மு.மனோஜ்குமார், சேனாபதி பாளையம், நஞ்சைத் தலையூர், மூலனூர், திருப்பூர். bbox=[1163, 1173, 1492, 1200]
branch-title: பழனிக்கவுண்டன் வலசு கிளை bbox=[520, 846, 680, 860]
deputy-label: துணை அமைப்பாளர்கள் : bbox=[800, 1762, 917, 1773]
article-columns bbox=[72, 131, 1492, 2356]
deputy-entry bbox=[72, 634, 402, 698]
deputy-entry bbox=[1164, 1365, 1493, 1429]
deputy-names: (1) ச.சூர்யா, 239, நத்தப்பாளையம், மூலனூர், திருப்பூர். (2) அ.ஹரிகிருஷ்ணன், 40, நத்தப் பாளையம், மூலனூர், திருப்பூர். (3) க.நந்தக்குமார், 1, நத்தப் பாளையம், மூலனூர், திருப்பூர். bbox=[800, 1762, 1129, 1806]
organizer-name: நா.பிரவீன், காத்தசாமிபாளையம், நஞ்சைத் தலையூர், மூலனூர், திருப்பூர். bbox=[1163, 1325, 1492, 1354]
branch-title: எரிசினம்பாளையம் ஆதி திராவிடர் குடியிருப்பு கிளை bbox=[95, 569, 379, 584]
deputy-label: துணை அமைப்பாளர்கள் : bbox=[72, 331, 194, 342]
organizer-entry bbox=[436, 1039, 766, 1071]
branch-title: எம்.ஜி.ஆர்.நகர் கிளை bbox=[176, 1518, 297, 1532]
booth-organizer: : செ.திருவேங்கடம், நாரணவலசு, புளியம் பட்டி, தட்டாரவலசு, தாராபுரம், திருப்பூர். bbox=[159, 1779, 366, 1806]
deputy-label: துணை அமைப்பாளர்கள் : bbox=[800, 339, 916, 350]
booth-number: பாகம் – 236 bbox=[1163, 817, 1218, 828]
organizer-label: அமைப்பாளர் : bbox=[1163, 1021, 1237, 1032]
deputy-entry bbox=[1164, 425, 1493, 490]
organizer-entry bbox=[436, 1344, 766, 1377]
page-number: 17 bbox=[1459, 59, 1500, 92]
deputy-label: துணை அமைப்பாளர்கள் : bbox=[72, 942, 198, 953]
branch-title: காத்தசாமிபாளையம் கிளை bbox=[1256, 1299, 1399, 1314]
booth-organizer: : பா.பிரவீன், சம்மங்கரை ஆதி திராவிடர் குடியிருப்பு, வடுகபட்டி, தாராபுரம், திருப்பூர். bbox=[159, 164, 386, 191]
organizer-label: அமைப்பாளர் : bbox=[1163, 691, 1241, 703]
booth-number: பாகம் – 294 bbox=[72, 164, 126, 176]
deputy-names: (1) மு.கார்த்திக்குமார், கரை வலசு, கருப்பன்வலசு, குன்னத்தூர், ஊத்துக்குளி. (2) மு.பாரதி, கரை வலசு, கருப்பன்வலசு, குன்னத்தூர், ஊத்துக்குளி. (3) மு.சிவசெந்தில், கரை வலசு, கருப்பன்வலசு, குன்னத்தூர், ஊத்துக்குளி. bbox=[436, 760, 765, 820]
organizer-label: அமைப்பாளர் : bbox=[436, 719, 505, 731]
organizer-entry bbox=[800, 722, 1129, 754]
deputy-label: துணை அமைப்பாளர்கள் : bbox=[800, 917, 915, 929]
organizer-entry bbox=[800, 602, 1129, 618]
booth-entry bbox=[800, 1273, 1129, 1306]
deputy-label: துணை அமைப்பாளர்கள் : bbox=[72, 636, 218, 648]
organizer-label: அமைப்பாளர் : bbox=[436, 414, 504, 425]
branch-title: பழனியாண்டவர் கோயில் புதூர் கிளை bbox=[1227, 513, 1429, 527]
organizer-label: அமைப்பாளர் : bbox=[436, 1193, 506, 1205]
deputy-names: (1) சி.பெருமாள், 206, பாரக்கடை, தூரம்பாடி, மூலனூர், திருப்பூர். (2) கா.லோகநாதன், 228, பாரக்கடை, தூரம்பாடி, மூலனூர், திருப்பூர். (3) கா.வாசு, 229, பாரக்கடை, தூரம்பாடி, மூலனூர், திருப்பூர். bbox=[1163, 427, 1492, 487]
deputy-label: துணை அமைப்பாளர்கள் : bbox=[800, 492, 920, 503]
deputy-label: துணை அமைப்பாளர்கள் : bbox=[72, 1585, 198, 1596]
organizer-label: அமைப்பாளர் : bbox=[72, 290, 140, 301]
deputy-entry bbox=[72, 1109, 402, 1157]
booth-number: பாகம் – 238 bbox=[1163, 911, 1218, 922]
branch-title: பிச்சைக்கல்பட்டி கிளை bbox=[904, 136, 1025, 150]
deputy-entry bbox=[72, 940, 402, 1021]
deputy-names: (1) மு.விஜயபிரபு, சேனாபதி பாளையம், நஞ்சைத் தலையூர், மூலனூர், திருப்பூர். (2) க.ரேவந்த், காத்தசாமிபாளையம், நஞ்சைத் தலையூர், மூலனூர், திருப்பூர். (3) ரா.முகிலன், காத்தசாமிபாளையம், நஞ்சைத் தலையூர், மூலனூர், திருப்பூர். bbox=[1163, 1061, 1492, 1122]
organizer-name: ப.செல்வக்குமார், கரைவலசு, கருப்பன்வலசு, குன்னத்தூர், ஊத்துக்குளி. bbox=[436, 1193, 765, 1221]
deputy-entry bbox=[1164, 185, 1493, 217]
branch-title: மாதவநாயக்கன்பட்டி கிளை bbox=[891, 1139, 1037, 1154]
branch-title: தூரம்பாடி கிளை – 1 bbox=[909, 1591, 1019, 1605]
deputy-entry bbox=[436, 1385, 766, 1449]
branch-title: பெரிய வரப்பட்டி கிளை – 2 bbox=[889, 425, 1040, 439]
